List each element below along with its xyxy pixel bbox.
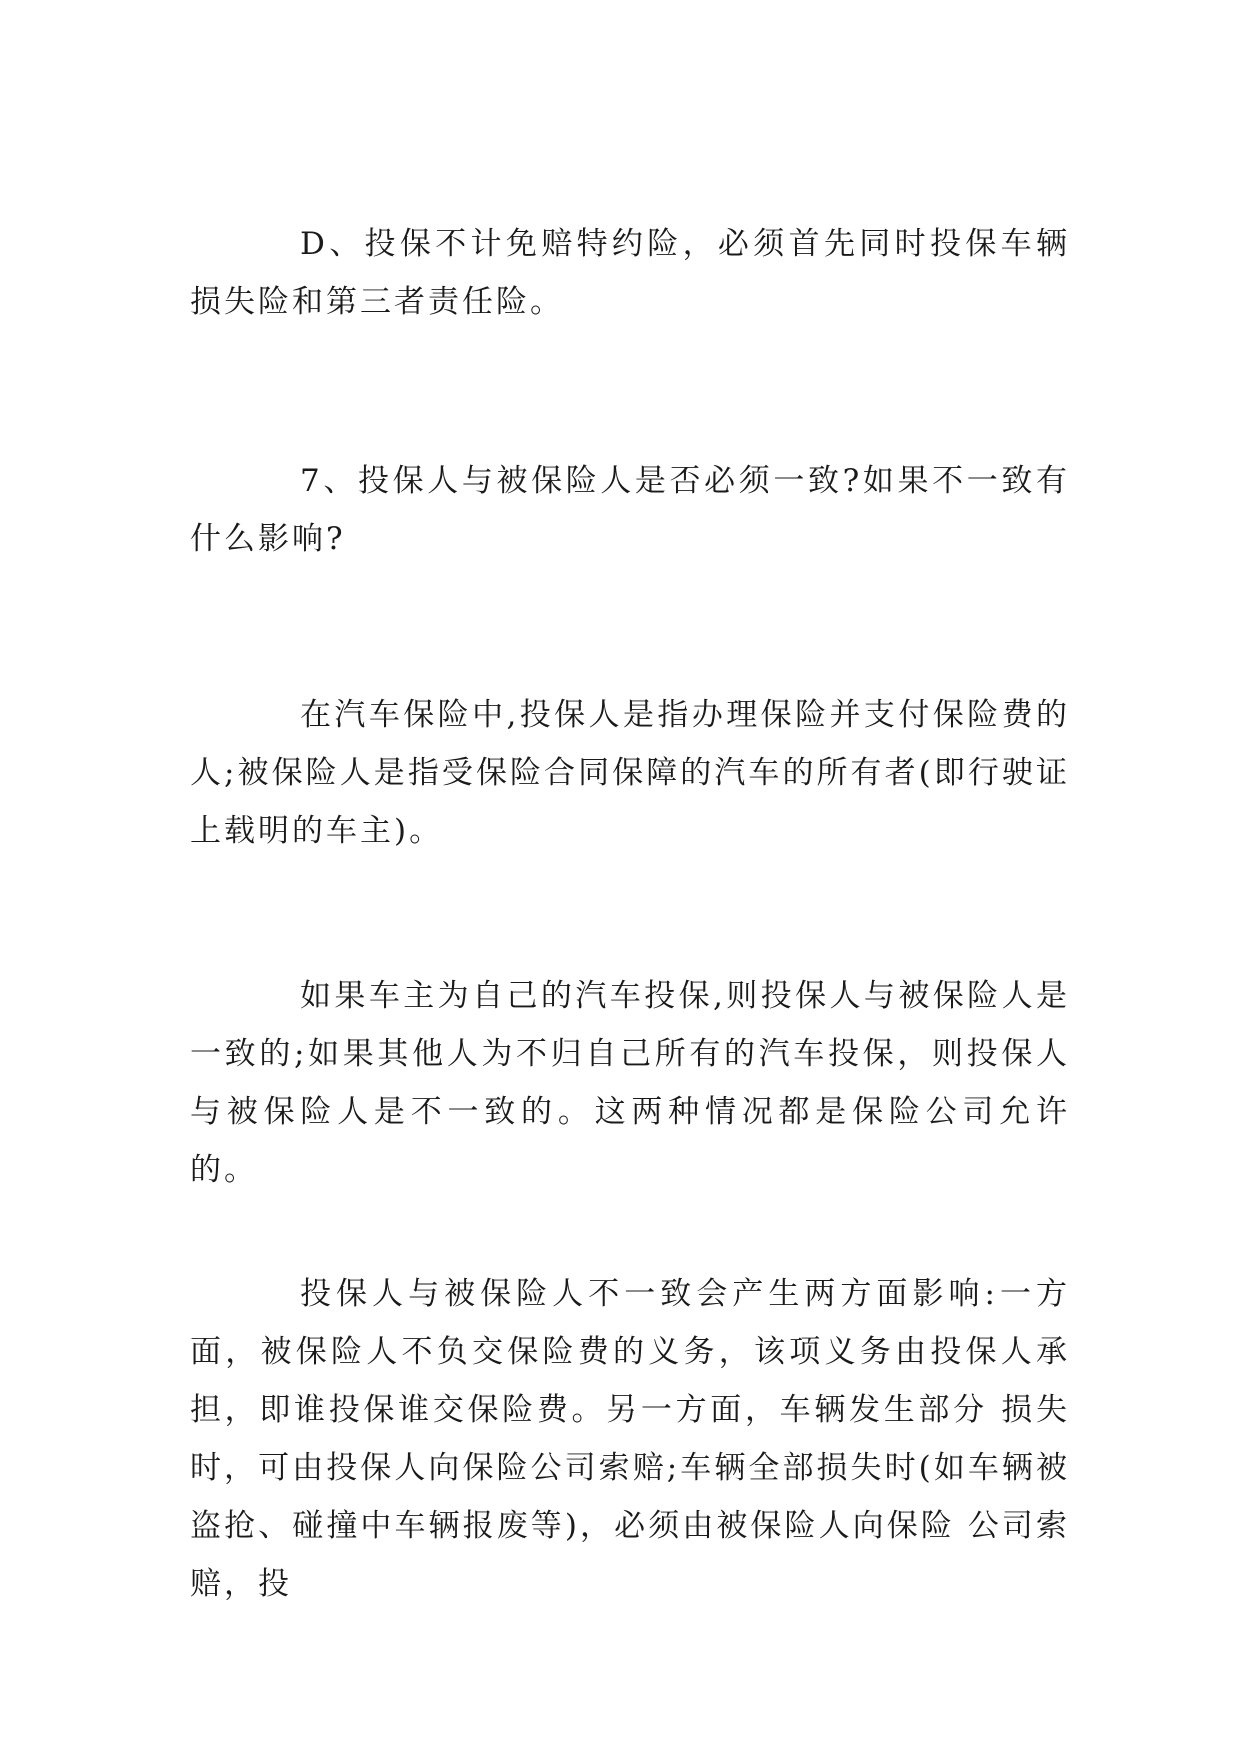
- paragraph-impact: 投保人与被保险人不一致会产生两方面影响:一方面，被保险人不负交保险费的义务，该项义务由投保人承担，即谁投保谁交保险费。另一方面，车辆发生部分 损失时，可由投保人向保险公司索赔;车辆全部损失时(如车辆被盗抢、碰撞中车辆报废等)，必须由被保险人向保险 公司索赔，投: [190, 1276, 1070, 1602]
- paragraph-consistency-cases: 如果车主为自己的汽车投保,则投保人与被保险人是一致的;如果其他人为不归自己所有的汽车投保，则投保人与被保险人是不一致的。这两种情况都是保险公司允许的。: [190, 978, 1070, 1188]
- paragraph-definition: 在汽车保险中,投保人是指办理保险并支付保险费的人;被保险人是指受保险合同保障的汽车的所有者(即行驶证上载明的车主)。: [190, 697, 1070, 849]
- paragraph-question-7: 7、投保人与被保险人是否必须一致?如果不一致有什么影响?: [190, 463, 1070, 557]
- paragraph-option-d: D、投保不计免赔特约险，必须首先同时投保车辆损失险和第三者责任险。: [190, 226, 1070, 320]
